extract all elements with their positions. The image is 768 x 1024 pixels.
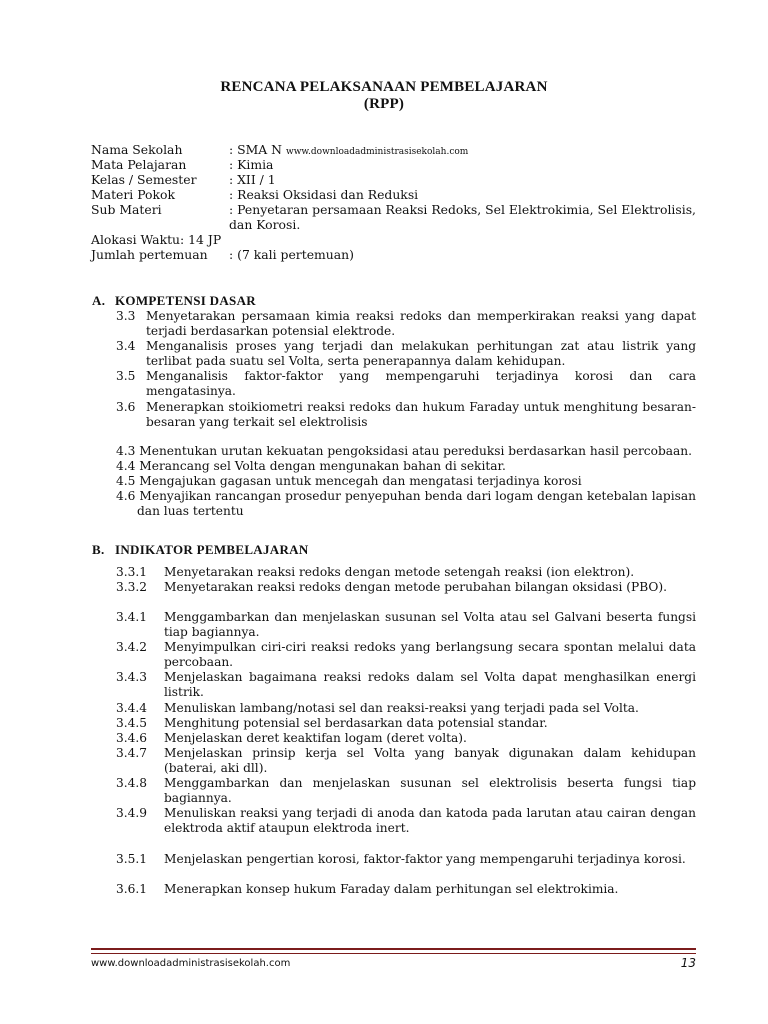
kd-item (116, 400, 696, 430)
topic-label: Materi Pokok (91, 187, 175, 202)
doc-subtitle: (RPP) (363, 96, 405, 112)
identity-block (91, 142, 696, 262)
kd4-item (116, 444, 696, 459)
indicator-number: 3.4.9 (116, 806, 148, 820)
indicator-number: 3.3.1 (116, 565, 148, 579)
topic-value: : Reaksi Oksidasi dan Reduksi (229, 187, 419, 202)
indicator-number: 3.4.3 (116, 670, 148, 684)
school-label: Nama Sekolah (91, 142, 183, 157)
indicator-text: Menghitung potensial sel berdasarkan data potensial standar. (164, 716, 548, 730)
kd-number: 3.5 (116, 369, 136, 383)
meetings-label: Jumlah pertemuan (91, 247, 208, 262)
kd-item (116, 369, 696, 399)
indicator-text: Menerapkan konsep hukum Faraday dalam perhitungan sel elektrokimia. (164, 882, 619, 896)
kd4-item (116, 474, 696, 489)
indicator-item (116, 580, 696, 595)
info-row-class (91, 172, 696, 187)
indicator-text: Menyimpulkan ciri-ciri reaksi redoks yang berlangsung secara spontan melalui data percobaan. (164, 640, 696, 669)
section-a-letter: A. (92, 293, 106, 308)
subject-value: : Kimia (229, 157, 274, 172)
info-row-topic (91, 187, 696, 202)
indicator-text: Menjelaskan bagaimana reaksi redoks dalam sel Volta dapat menghasilkan energi listrik. (164, 670, 696, 699)
info-row-time (91, 232, 696, 247)
footer-url: www.downloadadministrasisekolah.com (91, 958, 291, 969)
indicator-number: 3.4.5 (116, 716, 148, 730)
indicator-item (116, 716, 696, 731)
indicator-item (116, 852, 696, 867)
school-url: www.downloadadministrasisekolah.com (285, 147, 469, 157)
kd-item (116, 339, 696, 369)
section-b-title: INDIKATOR PEMBELAJARAN (115, 542, 309, 557)
info-row-meetings (91, 247, 696, 262)
indicator-text: Menjelaskan pengertian korosi, faktor-faktor yang mempengaruhi terjadinya korosi. (164, 852, 686, 866)
indicator-text: Menjelaskan deret keaktifan logam (deret volta). (164, 731, 467, 745)
indicator-number: 3.4.4 (116, 701, 148, 715)
page-number: 13 (680, 956, 696, 970)
info-row-school (91, 142, 696, 157)
footer-rule-thin (91, 953, 696, 954)
kd4-item (116, 459, 696, 474)
indicator-text: Menggambarkan dan menjelaskan susunan sel Volta atau sel Galvani beserta fungsi tiap bagiannya. (164, 610, 696, 639)
subtopic-value: : Penyetaran persamaan Reaksi Redoks, Sel Elektrokimia, Sel Elektrolisis, dan Korosi. (229, 202, 696, 232)
kd4-item (116, 489, 696, 519)
kd-text: Menerapkan stoikiometri reaksi redoks dan hukum Faraday untuk menghitung besaran-besaran yang terkait sel elektrolisis (146, 400, 696, 429)
indicator-text: Menyetarakan reaksi redoks dengan metode perubahan bilangan oksidasi (PBO). (164, 580, 668, 594)
subtopic-label: Sub Materi (91, 202, 162, 217)
indicator-text: Menuliskan reaksi yang terjadi di anoda dan katoda pada larutan atau cairan dengan elektroda aktif ataupun elektroda inert. (164, 806, 696, 835)
indicator-text: Menjelaskan prinsip kerja sel Volta yang banyak digunakan dalam kehidupan (baterai, aki dll). (164, 746, 696, 775)
kd-item (116, 309, 696, 339)
time-allocation: Alokasi Waktu: 14 JP (91, 232, 222, 247)
section-a-heading (92, 293, 256, 309)
indicator-number: 3.6.1 (116, 882, 148, 896)
section-b-heading (92, 542, 309, 558)
section-b-letter: B. (92, 542, 105, 557)
indicator-text: Menuliskan lambang/notasi sel dan reaksi-reaksi yang terjadi pada sel Volta. (164, 701, 639, 715)
kd-text: Menyetarakan persamaan kimia reaksi redoks dan memperkirakan reaksi yang dapat terjadi berdasarkan potensial elektrode. (146, 309, 696, 338)
meetings-value: : (7 kali pertemuan) (229, 247, 354, 262)
indicator-number: 3.5.1 (116, 852, 148, 866)
indicator-item (116, 610, 696, 640)
class-label: Kelas / Semester (91, 172, 197, 187)
subject-label: Mata Pelajaran (91, 157, 187, 172)
indicator-item (116, 565, 696, 580)
kd-number: 3.6 (116, 400, 136, 414)
indicator-number: 3.4.8 (116, 776, 148, 790)
indicator-item (116, 882, 696, 897)
info-row-subtopic (91, 202, 696, 232)
kd-text: Menganalisis faktor-faktor yang mempengaruhi terjadinya korosi dan cara mengatasinya. (146, 369, 696, 398)
indicator-item (116, 776, 696, 806)
indicator-number: 3.4.1 (116, 610, 148, 624)
indicator-item (116, 746, 696, 776)
indicator-item (116, 806, 696, 836)
school-value: : SMA N (229, 142, 283, 157)
indicator-item (116, 701, 696, 716)
kd4-text: 4.6 Menyajikan rancangan prosedur penyepuhan benda dari logam dengan ketebalan lapisan dan luas tertentu (116, 489, 696, 518)
indicator-item (116, 670, 696, 700)
doc-title: RENCANA PELAKSANAAN PEMBELAJARAN (220, 79, 548, 95)
indicator-number: 3.4.7 (116, 746, 148, 760)
footer-rule-thick (91, 948, 696, 950)
kd4-text: 4.4 Merancang sel Volta dengan mengunakan bahan di sekitar. (116, 459, 506, 473)
indicator-text: Menyetarakan reaksi redoks dengan metode setengah reaksi (ion elektron). (164, 565, 635, 579)
section-a-title: KOMPETENSI DASAR (115, 293, 256, 308)
kd4-text: 4.5 Mengajukan gagasan untuk mencegah dan mengatasi terjadinya korosi (116, 474, 582, 488)
kd-number: 3.3 (116, 309, 136, 323)
indicator-text: Menggambarkan dan menjelaskan susunan sel elektrolisis beserta fungsi tiap bagiannya. (164, 776, 696, 805)
indicator-item (116, 640, 696, 670)
indicator-number: 3.4.6 (116, 731, 148, 745)
kd4-text: 4.3 Menentukan urutan kekuatan pengoksidasi atau pereduksi berdasarkan hasil percobaan. (116, 444, 693, 458)
class-value: : XII / 1 (229, 172, 276, 187)
indicator-item (116, 731, 696, 746)
kd-number: 3.4 (116, 339, 136, 353)
info-row-subject (91, 157, 696, 172)
indicator-number: 3.3.2 (116, 580, 148, 594)
kd-text: Menganalisis proses yang terjadi dan melakukan perhitungan zat atau listrik yang terlibat pada suatu sel Volta, serta penerapannya dalam kehidupan. (146, 339, 696, 368)
indicator-number: 3.4.2 (116, 640, 148, 654)
